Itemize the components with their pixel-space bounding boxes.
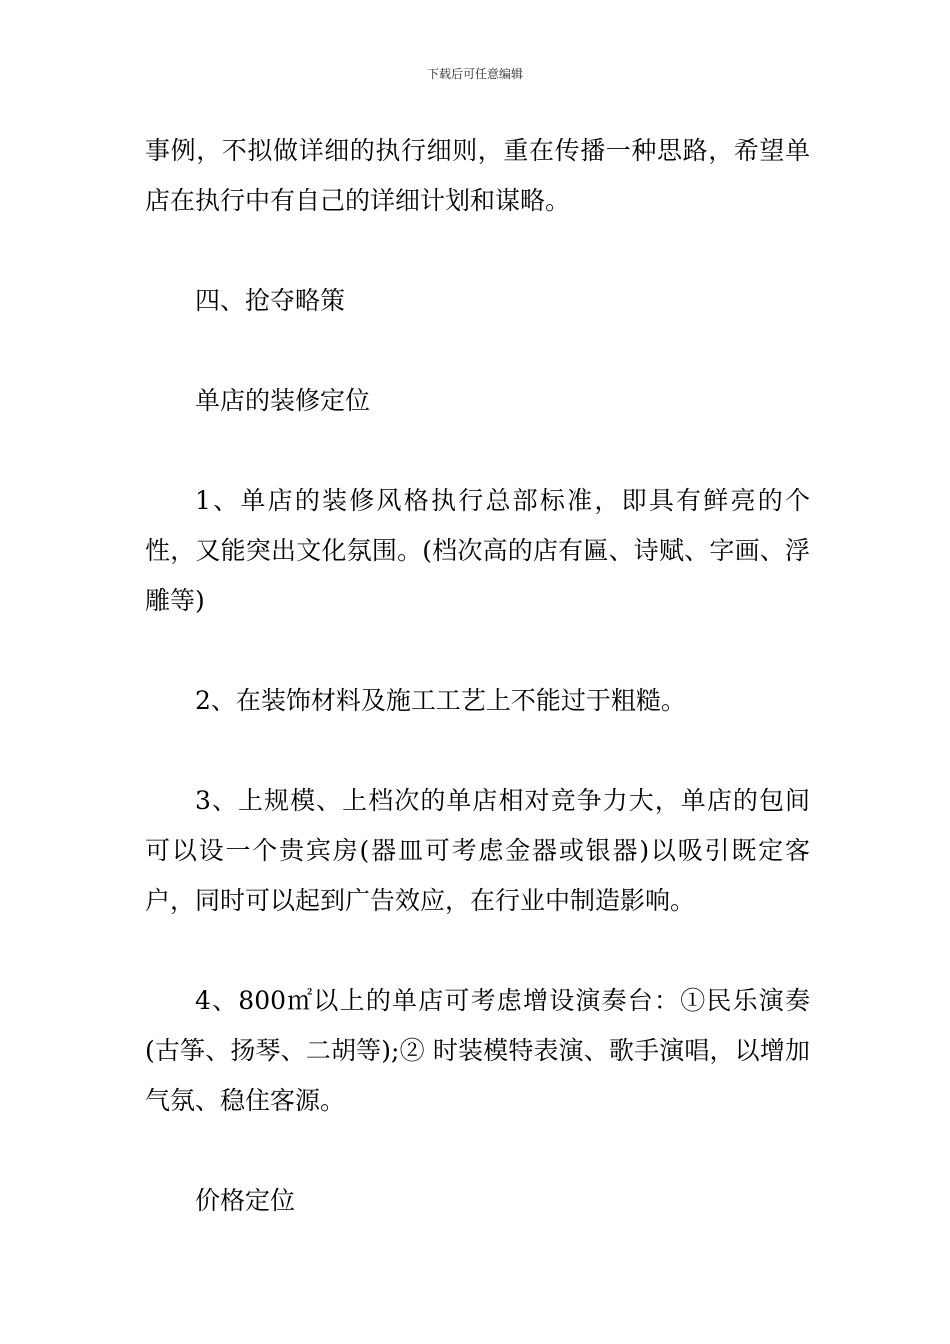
page-header: 下载后可任意编辑: [426, 67, 523, 81]
section-heading-strategy: 四、抢夺略策: [195, 286, 346, 315]
paragraph-item-4: 4、800㎡以上的单店可考虑增设演奏台：①民乐演奏(古筝、扬琴、二胡等);② 时装模特表演、歌手演唱，以增加气氛、稳住客源。: [145, 986, 810, 1115]
subheading-price-positioning: 价格定位: [195, 1186, 296, 1215]
paragraph-item-3: 3、上规模、上档次的单店相对竞争力大，单店的包间可以设一个贵宾房(器皿可考虑金器或银器)以吸引既定客户，同时可以起到广告效应，在行业中制造影响。: [145, 786, 810, 915]
paragraph-item-2: 2、在装饰材料及施工工艺上不能过于粗糙。: [195, 686, 686, 715]
subheading-decoration-positioning: 单店的装修定位: [195, 386, 371, 415]
paragraph-item-1: 1、单店的装修风格执行总部标准，即具有鲜亮的个性，又能突出文化氛围。(档次高的店有匾、诗赋、字画、浮雕等): [145, 486, 810, 615]
document-body: [145, 126, 810, 1226]
paragraph-intro-continuation: 事例，不拟做详细的执行细则，重在传播一种思路，希望单店在执行中有自己的详细计划和谋略。: [145, 136, 810, 215]
